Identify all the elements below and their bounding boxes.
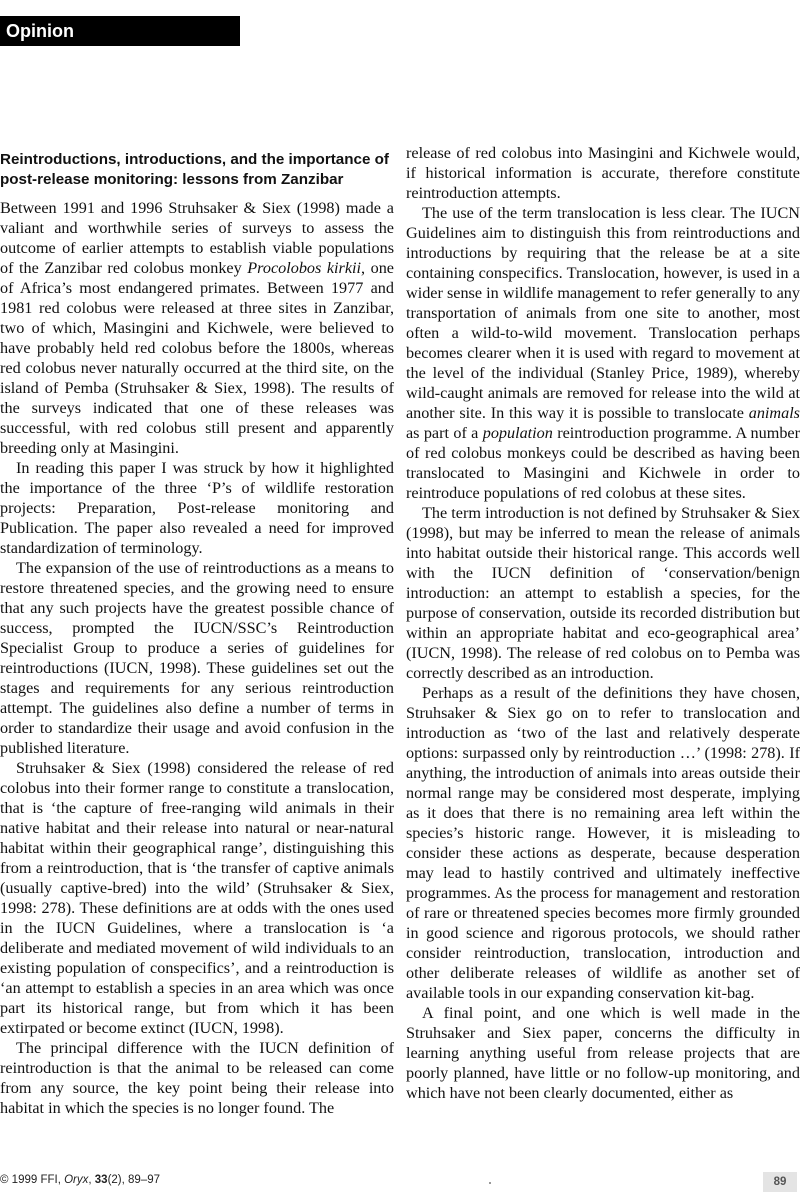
issue-pages: (2), 89–97 xyxy=(107,1174,160,1186)
paragraph: Struhsaker & Siex (1998) considered the release of red colobus into their former range to constitute a translocation, that is ‘the capture of free-ranging wild animals in their native habitat and their release into natural or near-natural habitat within their geographical range’, distinguishing this from a reintroduction, that is ‘the transfer of captive animals (usually captive-bred) into the wild’ (Struhsaker & Siex, 1998: 278). These definitions are at odds with the ones used in the IUCN Guidelines, where a translocation is ‘a deliberate and mediated movement of wild individuals to an existing population of conspecifics’, and a reintroduction is ‘an attempt to establish a species in an area which was once part its historical range, but from which it has been extirpated or become extinct (IUCN, 1998). xyxy=(0,759,394,1037)
page-number: 89 xyxy=(763,1172,797,1192)
journal-name: Oryx xyxy=(64,1174,89,1186)
text: , one of Africa’s most endangered primates. Between 1977 and 1981 red colobus were released at three sites in Zanzibar, two of which, Masingini and Kichwele, were believed to have probably held red colobus before the 1800s, whereas red colobus never naturally occurred at the third site, on the island of Pemba (Struhsaker & Siex, 1998). The results of the surveys indicated that one of these releases was successful, with red colobus still present and apparently breeding only at Masingini. xyxy=(0,259,394,457)
text: as part of a xyxy=(406,424,483,442)
paragraph: In reading this paper I was struck by how it highlighted the importance of the three ‘P’s of wildlife restoration projects: Preparation, Post-release monitoring and Publication. The paper also revealed a need for improved standardization of terminology. xyxy=(0,459,394,557)
paragraph: A final point, and one which is well made in the Struhsaker and Siex paper, concerns the difficulty in learning anything useful from release projects that are poorly planned, have little or no follow-up monitoring, and which have not been clearly documented, either as xyxy=(406,1004,800,1102)
right-column xyxy=(406,143,800,1103)
volume: 33 xyxy=(94,1174,108,1186)
paragraph: The principal difference with the IUCN definition of reintroduction is that the animal to be released can come from any source, the key point being their release into habitat in which the species is no longer found. The xyxy=(0,1039,394,1117)
paragraph xyxy=(0,198,394,458)
section-label-opinion: Opinion xyxy=(0,16,240,46)
paragraph: release of red colobus into Masingini and Kichwele would, if historical information is accurate, therefore constitute reintroduction attempts. xyxy=(406,144,800,202)
left-column xyxy=(0,150,394,1118)
text: reintroduction programme. A number of red colobus monkeys could be described as having been translocated to Masingini and Kichwele in order to reintroduce populations of red colobus at these sites. xyxy=(406,424,800,502)
paragraph xyxy=(406,203,800,503)
species-name: Procolobos kirkii xyxy=(247,259,362,277)
citation-footer xyxy=(0,1174,160,1186)
paragraph: The expansion of the use of reintroductions as a means to restore threatened species, and the growing need to ensure that any such projects have the greatest possible chance of success, prompted the IUCN/SSC’s Reintroduction Specialist Group to produce a series of guidelines for reintroductions (IUCN, 1998). These guidelines set out the stages and requirements for any serious reintroduction attempt. The guidelines also define a number of terms in order to standardize their usage and avoid confusion in the published literature. xyxy=(0,559,394,757)
paragraph: Perhaps as a result of the definitions they have chosen, Struhsaker & Siex go on to refer to translocation and introduction as ‘two of the last and relatively desperate options: surpassed only by reintroduction …’ (1998: 278). If anything, the introduction of animals into areas outside their normal range may be considered most desperate, implying as it does that there is no remaining area left within the species’s historic range. However, it is misleading to consider these actions as desperate, because desperation may lead to hastily contrived and ultimately ineffective programmes. As the process for management and restoration of rare or threatened species becomes more firmly grounded in good science and rigorous protocols, we should rather consider reintroduction, translocation, introduction and other deliberate releases of wildlife as another set of available tools in our expanding conservation kit-bag. xyxy=(406,684,800,1002)
text: Between 1991 and 1996 Struhsaker & Siex (1998) made a valiant and worthwhile series of surveys to assess the outcome of earlier attempts to establish viable populations of the Zanzibar red colobus monkey xyxy=(0,199,394,277)
copyright: © 1999 FFI, xyxy=(0,1174,65,1186)
emphasis: population xyxy=(482,424,553,442)
text: The use of the term translocation is less clear. The IUCN Guidelines aim to distinguish this from reintroductions and introductions by requiring that the release be at a site containing conspecifics. Translocation, however, is used in a wider sense in wildlife management to refer generally to any transportation of animals from one site to another, most often a wild-to-wild movement. Translocation perhaps becomes clearer when it is used with regard to movement at the level of the individual (Stanley Price, 1989), whereby wild-caught animals are removed for release into the wild at another site. In this way it is possible to translocate xyxy=(406,204,800,422)
paragraph: The term introduction is not defined by Struhsaker & Siex (1998), but may be inferred to mean the release of animals into habitat outside their historical range. This accords well with the IUCN definition of ‘conservation/benign introduction: an attempt to establish a species, for the purpose of conservation, outside its recorded distribution but within an appropriate habitat and eco-geographical area’ (IUCN, 1998). The release of red colobus on to Pemba was correctly described as an introduction. xyxy=(406,504,800,682)
emphasis: animals xyxy=(748,404,800,422)
speck xyxy=(489,1182,491,1184)
article-title: Reintroductions, introductions, and the importance of post-release monitoring: lessons from Zanzibar xyxy=(0,151,389,188)
separator: , xyxy=(88,1174,95,1186)
